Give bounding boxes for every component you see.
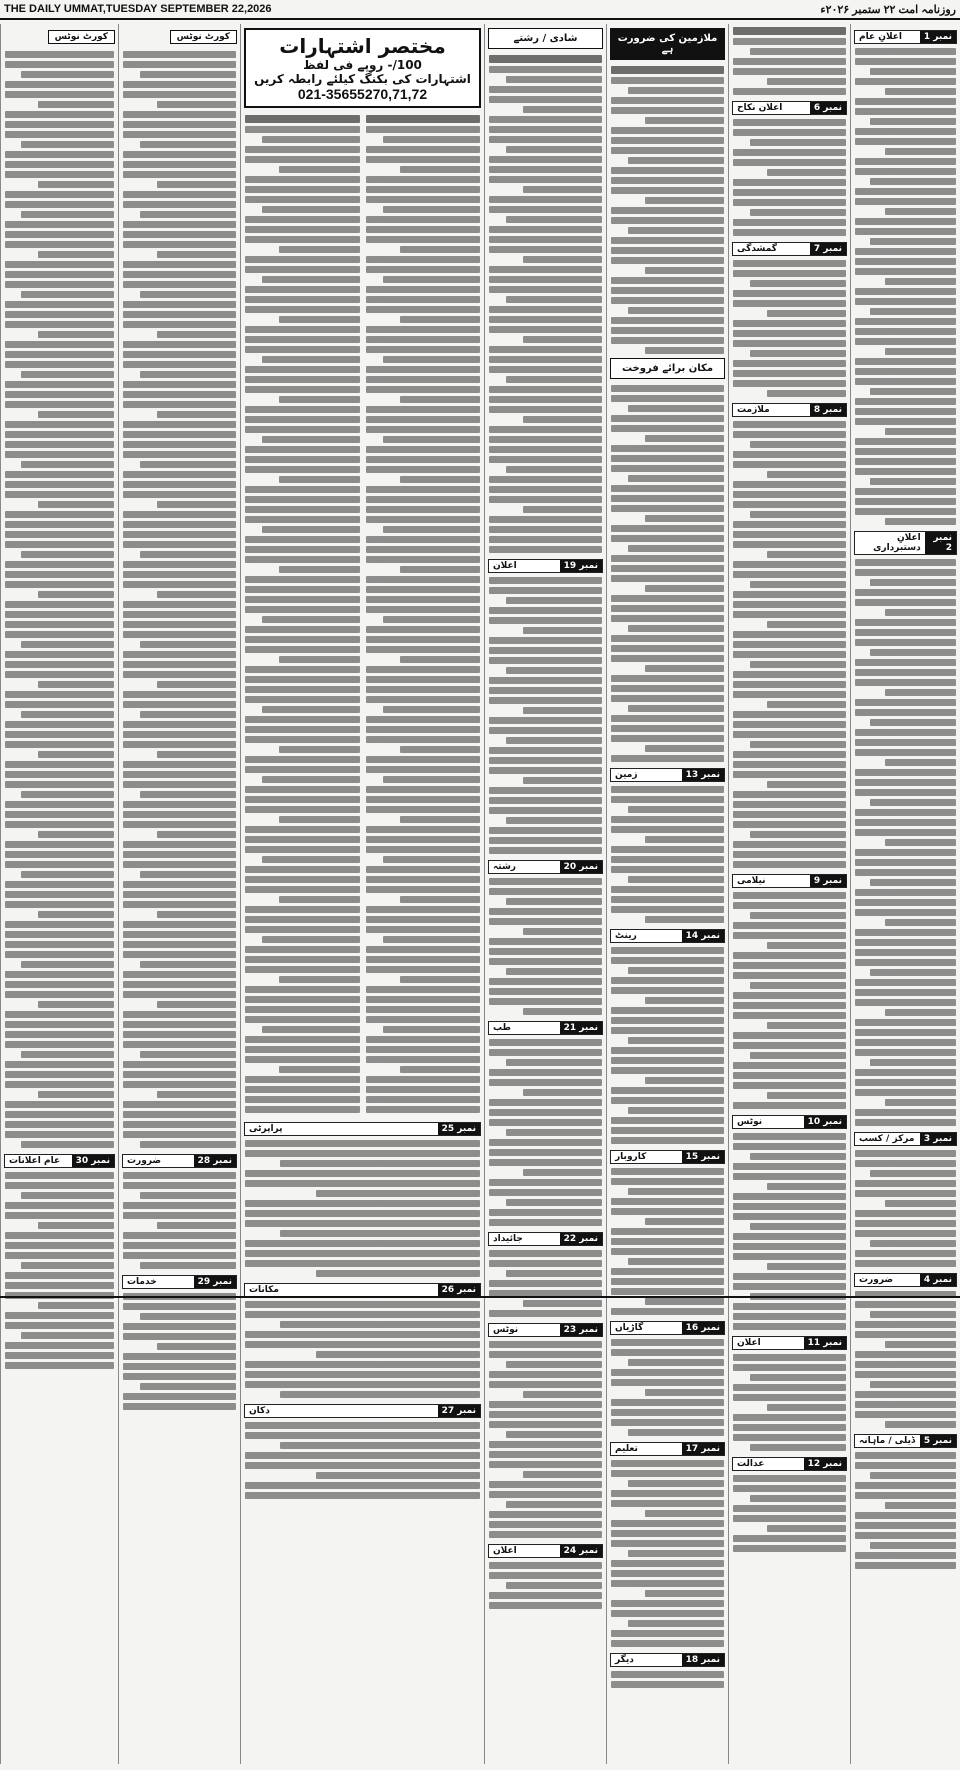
section-tag-7: نمبر 7 گمشدگی [732, 242, 847, 256]
section-tag-3: نمبر 3 مرکز / کسب [854, 1132, 957, 1146]
section-tag-23: نمبر 23 نوٹس [488, 1323, 603, 1337]
column-7 [0, 24, 118, 1764]
section-tag-16: نمبر 16 گاڑیاں [610, 1321, 725, 1335]
court-notice-label: کورٹ نوٹس [48, 30, 115, 44]
section-tag-2: نمبر 2 اعلانِ دستبرداری [854, 531, 957, 555]
section-tag-10: نمبر 10 نوٹس [732, 1115, 847, 1129]
section-tag-15: نمبر 15 کاروبار [610, 1150, 725, 1164]
section-tag-28: نمبر 28 ضرورت [122, 1154, 237, 1168]
column-3 [606, 24, 728, 1764]
masthead-left-title: THE DAILY UMMAT,TUESDAY SEPTEMBER 22,2026 [4, 3, 272, 15]
column-4 [484, 24, 606, 1764]
section-tag-14: نمبر 14 رینٹ [610, 929, 725, 943]
masthead-right-title: روزنامہ امت ۲۲ ستمبر ۲۰۲۶ء [820, 3, 956, 16]
section-tag-19: نمبر 19 اعلان [488, 559, 603, 573]
ad-phone: 021-35655270,71,72 [297, 86, 428, 102]
masthead [0, 0, 960, 20]
two-subcolumns [244, 112, 481, 1116]
column-2 [728, 24, 850, 1764]
ad-rate: 100/- روپے فی لفظ [303, 58, 422, 72]
ad-title: مختصر اشتہارات [279, 34, 446, 58]
column-1 [850, 24, 960, 1764]
section-tag-12: نمبر 12 عدالت [732, 1457, 847, 1471]
classified-ad-header [244, 28, 481, 108]
headline-box: شادی / رشتے [488, 28, 603, 49]
section-tag-6: نمبر 6 اعلان نکاح [732, 101, 847, 115]
section-tag-18: نمبر 18 دیگر [610, 1653, 725, 1667]
headline-banner: ملازمین کی ضرورت ہے [610, 28, 725, 60]
section-title: مکان برائے فروخت [610, 358, 725, 379]
section-tag-13: نمبر 13 زمین [610, 768, 725, 782]
section-tag-20: نمبر 20 رشتہ [488, 860, 603, 874]
court-notice-label: کورٹ نوٹس [170, 30, 237, 44]
horizontal-divider [0, 1296, 960, 1298]
section-tag-29: نمبر 29 خدمات [122, 1275, 237, 1289]
section-tag-1: نمبر 1 اعلانِ عام [854, 30, 957, 44]
section-tag-24: نمبر 24 اعلان [488, 1544, 603, 1558]
column-5 [240, 24, 484, 1764]
section-tag-4: نمبر 4 ضرورت [854, 1273, 957, 1287]
section-tag-26: نمبر 26 مکانات [244, 1283, 481, 1297]
section-tag-9: نمبر 9 نیلامی [732, 874, 847, 888]
section-tag-25: نمبر 25 پراپرٹی [244, 1122, 481, 1136]
section-tag-5: نمبر 5 ڈیلی / ماہانہ [854, 1434, 957, 1448]
ad-contact-line: اشتہارات کی بکنگ کیلئے رابطہ کریں [254, 72, 471, 86]
section-tag-21: نمبر 21 طب [488, 1021, 603, 1035]
section-tag-8: نمبر 8 ملازمت [732, 403, 847, 417]
column-6 [118, 24, 240, 1764]
text-block [854, 48, 957, 525]
section-tag-27: نمبر 27 دکان [244, 1404, 481, 1418]
section-tag-11: نمبر 11 اعلان [732, 1336, 847, 1350]
section-tag-17: نمبر 17 تعلیم [610, 1442, 725, 1456]
section-tag-22: نمبر 22 جائیداد [488, 1232, 603, 1246]
section-tag-30: نمبر 30 عام اعلانات [4, 1154, 115, 1168]
